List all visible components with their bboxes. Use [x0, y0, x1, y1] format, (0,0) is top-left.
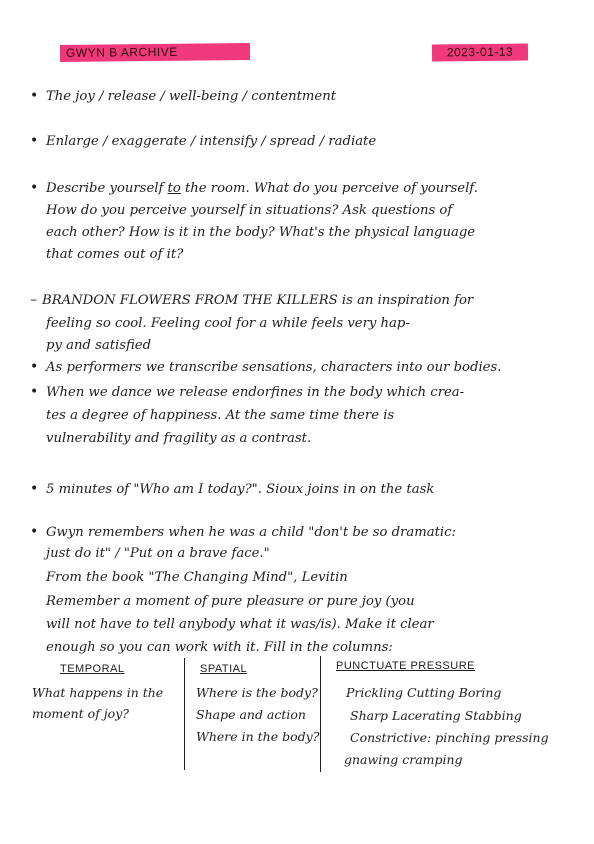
- column-header-punctuate: PUNCTUATE PRESSURE: [336, 660, 475, 672]
- note-line: will not have to tell anybody what it was/is). Make it clear: [46, 617, 434, 632]
- note-line: vulnerability and fragility as a contrast.: [46, 431, 312, 446]
- temporal-cell: moment of joy?: [32, 706, 129, 721]
- column-divider: [320, 656, 321, 772]
- column-header-temporal: TEMPORAL: [60, 663, 125, 675]
- entry-date: 2023-01-13: [432, 43, 528, 61]
- note-line: enough so you can work with it. Fill in the columns:: [46, 640, 393, 655]
- note-line: BRANDON FLOWERS FROM THE KILLERS is an inspiration for: [42, 293, 474, 308]
- bullet-dot: •: [30, 384, 39, 400]
- note-line: Gwyn remembers when he was a child "don't be so dramatic:: [46, 525, 456, 540]
- note-line: tes a degree of happiness. At the same time there is: [46, 408, 395, 423]
- note-line: py and satisfied: [46, 338, 152, 353]
- dash-marker: –: [30, 292, 37, 308]
- archive-title: GWYN B ARCHIVE: [60, 43, 250, 62]
- pressure-cell: Sharp Lacerating Stabbing: [350, 708, 522, 723]
- note-line: The joy / release / well-being / contentment: [46, 89, 337, 104]
- note-line: From the book "The Changing Mind", Levitin: [46, 570, 348, 585]
- note-line: 5 minutes of "Who am I today?". Sioux joins in on the task: [46, 482, 435, 497]
- column-header-spatial: SPATIAL: [200, 663, 248, 675]
- note-line: When we dance we release endorfines in the body which crea-: [46, 385, 465, 400]
- note-line: How do you perceive yourself in situations? Ask questions of: [46, 203, 453, 218]
- underlined-word: to: [167, 181, 181, 196]
- note-line: As performers we transcribe sensations, characters into our bodies.: [46, 360, 502, 375]
- spatial-cell: Shape and action: [196, 707, 306, 722]
- bullet-dot: •: [30, 524, 39, 540]
- temporal-cell: What happens in the: [32, 685, 164, 700]
- note-line: that comes out of it?: [46, 247, 184, 262]
- note-line: Describe yourself to the room. What do you perceive of yourself.: [46, 181, 478, 196]
- bullet-dot: •: [30, 359, 39, 375]
- bullet-dot: •: [30, 133, 39, 149]
- bullet-dot: •: [30, 180, 39, 196]
- bullet-dot: •: [30, 481, 39, 497]
- note-line: Enlarge / exaggerate / intensify / spread / radiate: [46, 134, 377, 149]
- pressure-cell: Constrictive: pinching pressing: [350, 730, 549, 745]
- pressure-cell: gnawing cramping: [344, 752, 463, 767]
- spatial-cell: Where is the body?: [196, 685, 318, 700]
- column-divider: [184, 658, 185, 770]
- bullet-dot: •: [30, 88, 39, 104]
- pressure-cell: Prickling Cutting Boring: [346, 685, 502, 700]
- note-line: each other? How is it in the body? What's the physical language: [46, 225, 476, 240]
- note-line: Remember a moment of pure pleasure or pure joy (you: [46, 594, 415, 609]
- spatial-cell: Where in the body?: [196, 729, 320, 744]
- note-line: just do it" / "Put on a brave face.": [46, 546, 270, 561]
- note-line: feeling so cool. Feeling cool for a while feels very hap-: [46, 316, 410, 331]
